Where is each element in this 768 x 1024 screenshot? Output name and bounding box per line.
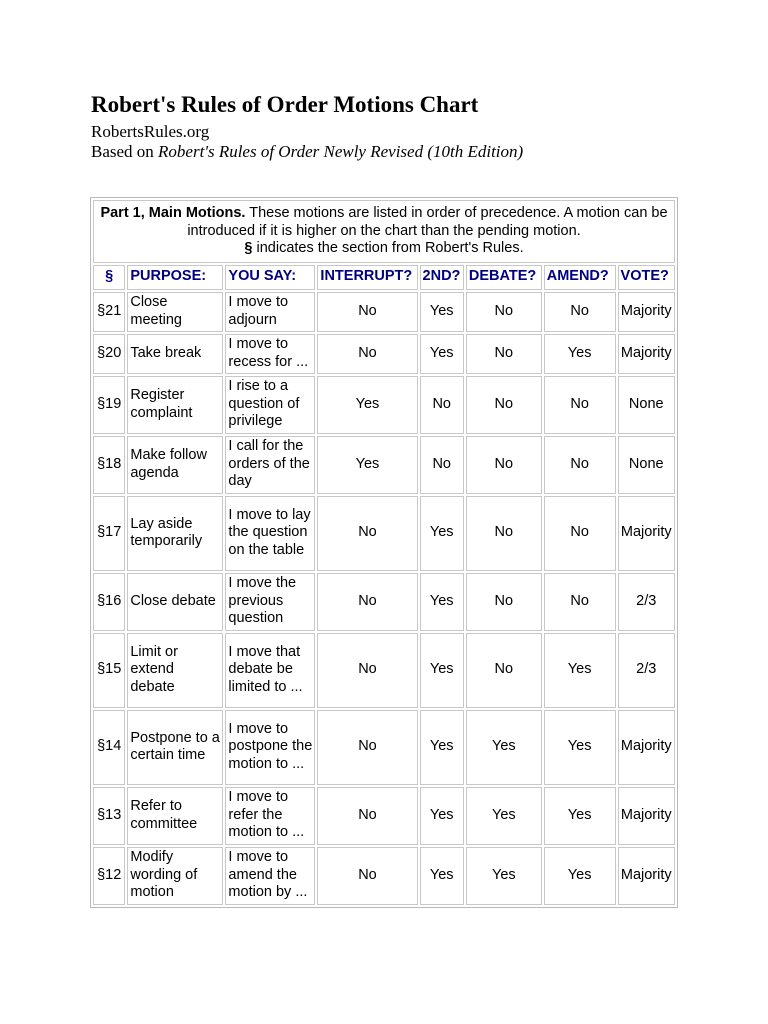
based-on-prefix: Based on [91, 142, 159, 161]
table-row [93, 787, 675, 845]
purpose-cell: Take break [127, 334, 223, 374]
purpose-cell: Limit or extend debate [127, 633, 223, 708]
purpose-cell: Make follow agenda [127, 436, 223, 494]
table-row [93, 436, 675, 494]
page-title: Robert's Rules of Order Motions Chart [91, 92, 479, 117]
vote-cell: None [618, 436, 675, 494]
interrupt-cell: Yes [317, 436, 417, 494]
you-say-cell: I move to amend the motion by ... [225, 847, 315, 905]
table-row [93, 376, 675, 434]
intro-text: These motions are listed in order of precedence. A motion can be introduced if it is higher on the chart than the pending motion. [187, 205, 668, 239]
purpose-cell: Postpone to a certain time [127, 710, 223, 785]
second-cell: Yes [420, 573, 464, 631]
interrupt-cell: Yes [317, 376, 417, 434]
you-say-cell: I move to adjourn [225, 292, 315, 332]
table-row [93, 710, 675, 785]
section-cell: §13 [93, 787, 125, 845]
section-symbol: § [244, 240, 253, 256]
debate-cell: No [466, 334, 542, 374]
debate-cell: No [466, 496, 542, 571]
amend-cell: No [544, 436, 616, 494]
col-header-vote: VOTE? [618, 265, 675, 290]
second-cell: Yes [420, 710, 464, 785]
debate-cell: No [466, 573, 542, 631]
section-cell: §19 [93, 376, 125, 434]
interrupt-cell: No [317, 633, 417, 708]
purpose-cell: Close debate [127, 573, 223, 631]
intro-note: indicates the section from Robert's Rules. [252, 240, 524, 256]
col-header-second: 2ND? [420, 265, 464, 290]
interrupt-cell: No [317, 573, 417, 631]
you-say-cell: I move to refer the motion to ... [225, 787, 315, 845]
amend-cell: Yes [544, 334, 616, 374]
you-say-cell: I move to recess for ... [225, 334, 315, 374]
you-say-cell: I move to postpone the motion to ... [225, 710, 315, 785]
col-header-interrupt: INTERRUPT? [317, 265, 417, 290]
vote-cell: Majority [618, 710, 675, 785]
col-header-purpose: PURPOSE: [127, 265, 223, 290]
you-say-cell: I move that debate be limited to ... [225, 633, 315, 708]
interrupt-cell: No [317, 292, 417, 332]
amend-cell: Yes [544, 710, 616, 785]
you-say-cell: I move the previous question [225, 573, 315, 631]
amend-cell: Yes [544, 787, 616, 845]
debate-cell: No [466, 633, 542, 708]
second-cell: Yes [420, 787, 464, 845]
vote-cell: Majority [618, 292, 675, 332]
based-on-book-title: Robert's Rules of Order Newly Revised (10th Edition) [158, 142, 524, 161]
intro-row [93, 200, 675, 263]
you-say-cell: I move to lay the question on the table [225, 496, 315, 571]
col-header-section: § [93, 265, 125, 290]
section-cell: §21 [93, 292, 125, 332]
section-cell: §20 [93, 334, 125, 374]
interrupt-cell: No [317, 496, 417, 571]
purpose-cell: Modify wording of motion [127, 847, 223, 905]
table-row [93, 633, 675, 708]
table-row [93, 292, 675, 332]
debate-cell: Yes [466, 847, 542, 905]
section-cell: §12 [93, 847, 125, 905]
section-cell: §14 [93, 710, 125, 785]
table-row [93, 334, 675, 374]
debate-cell: Yes [466, 787, 542, 845]
debate-cell: Yes [466, 710, 542, 785]
interrupt-cell: No [317, 334, 417, 374]
second-cell: Yes [420, 496, 464, 571]
section-cell: §16 [93, 573, 125, 631]
motions-table [90, 197, 678, 908]
section-cell: §15 [93, 633, 125, 708]
amend-cell: No [544, 292, 616, 332]
table-row [93, 573, 675, 631]
table-row [93, 496, 675, 571]
vote-cell: Majority [618, 496, 675, 571]
you-say-cell: I rise to a question of privilege [225, 376, 315, 434]
header-row [93, 265, 675, 290]
vote-cell: Majority [618, 787, 675, 845]
vote-cell: 2/3 [618, 573, 675, 631]
interrupt-cell: No [317, 787, 417, 845]
second-cell: Yes [420, 292, 464, 332]
second-cell: Yes [420, 847, 464, 905]
purpose-cell: Lay aside temporarily [127, 496, 223, 571]
amend-cell: No [544, 496, 616, 571]
second-cell: Yes [420, 334, 464, 374]
purpose-cell: Refer to committee [127, 787, 223, 845]
vote-cell: Majority [618, 847, 675, 905]
site-name: RobertsRules.org [91, 122, 210, 141]
intro-cell [93, 200, 675, 263]
col-header-debate: DEBATE? [466, 265, 542, 290]
amend-cell: No [544, 376, 616, 434]
interrupt-cell: No [317, 710, 417, 785]
col-header-amend: AMEND? [544, 265, 616, 290]
purpose-cell: Close meeting [127, 292, 223, 332]
amend-cell: No [544, 573, 616, 631]
second-cell: Yes [420, 633, 464, 708]
based-on-line [91, 142, 523, 162]
intro-heading: Part 1, Main Motions. [100, 205, 246, 221]
amend-cell: Yes [544, 847, 616, 905]
section-cell: §18 [93, 436, 125, 494]
vote-cell: 2/3 [618, 633, 675, 708]
interrupt-cell: No [317, 847, 417, 905]
purpose-cell: Register complaint [127, 376, 223, 434]
amend-cell: Yes [544, 633, 616, 708]
debate-cell: No [466, 436, 542, 494]
second-cell: No [420, 436, 464, 494]
table-row [93, 847, 675, 905]
vote-cell: Majority [618, 334, 675, 374]
debate-cell: No [466, 376, 542, 434]
vote-cell: None [618, 376, 675, 434]
second-cell: No [420, 376, 464, 434]
col-header-you-say: YOU SAY: [225, 265, 315, 290]
debate-cell: No [466, 292, 542, 332]
section-cell: §17 [93, 496, 125, 571]
you-say-cell: I call for the orders of the day [225, 436, 315, 494]
